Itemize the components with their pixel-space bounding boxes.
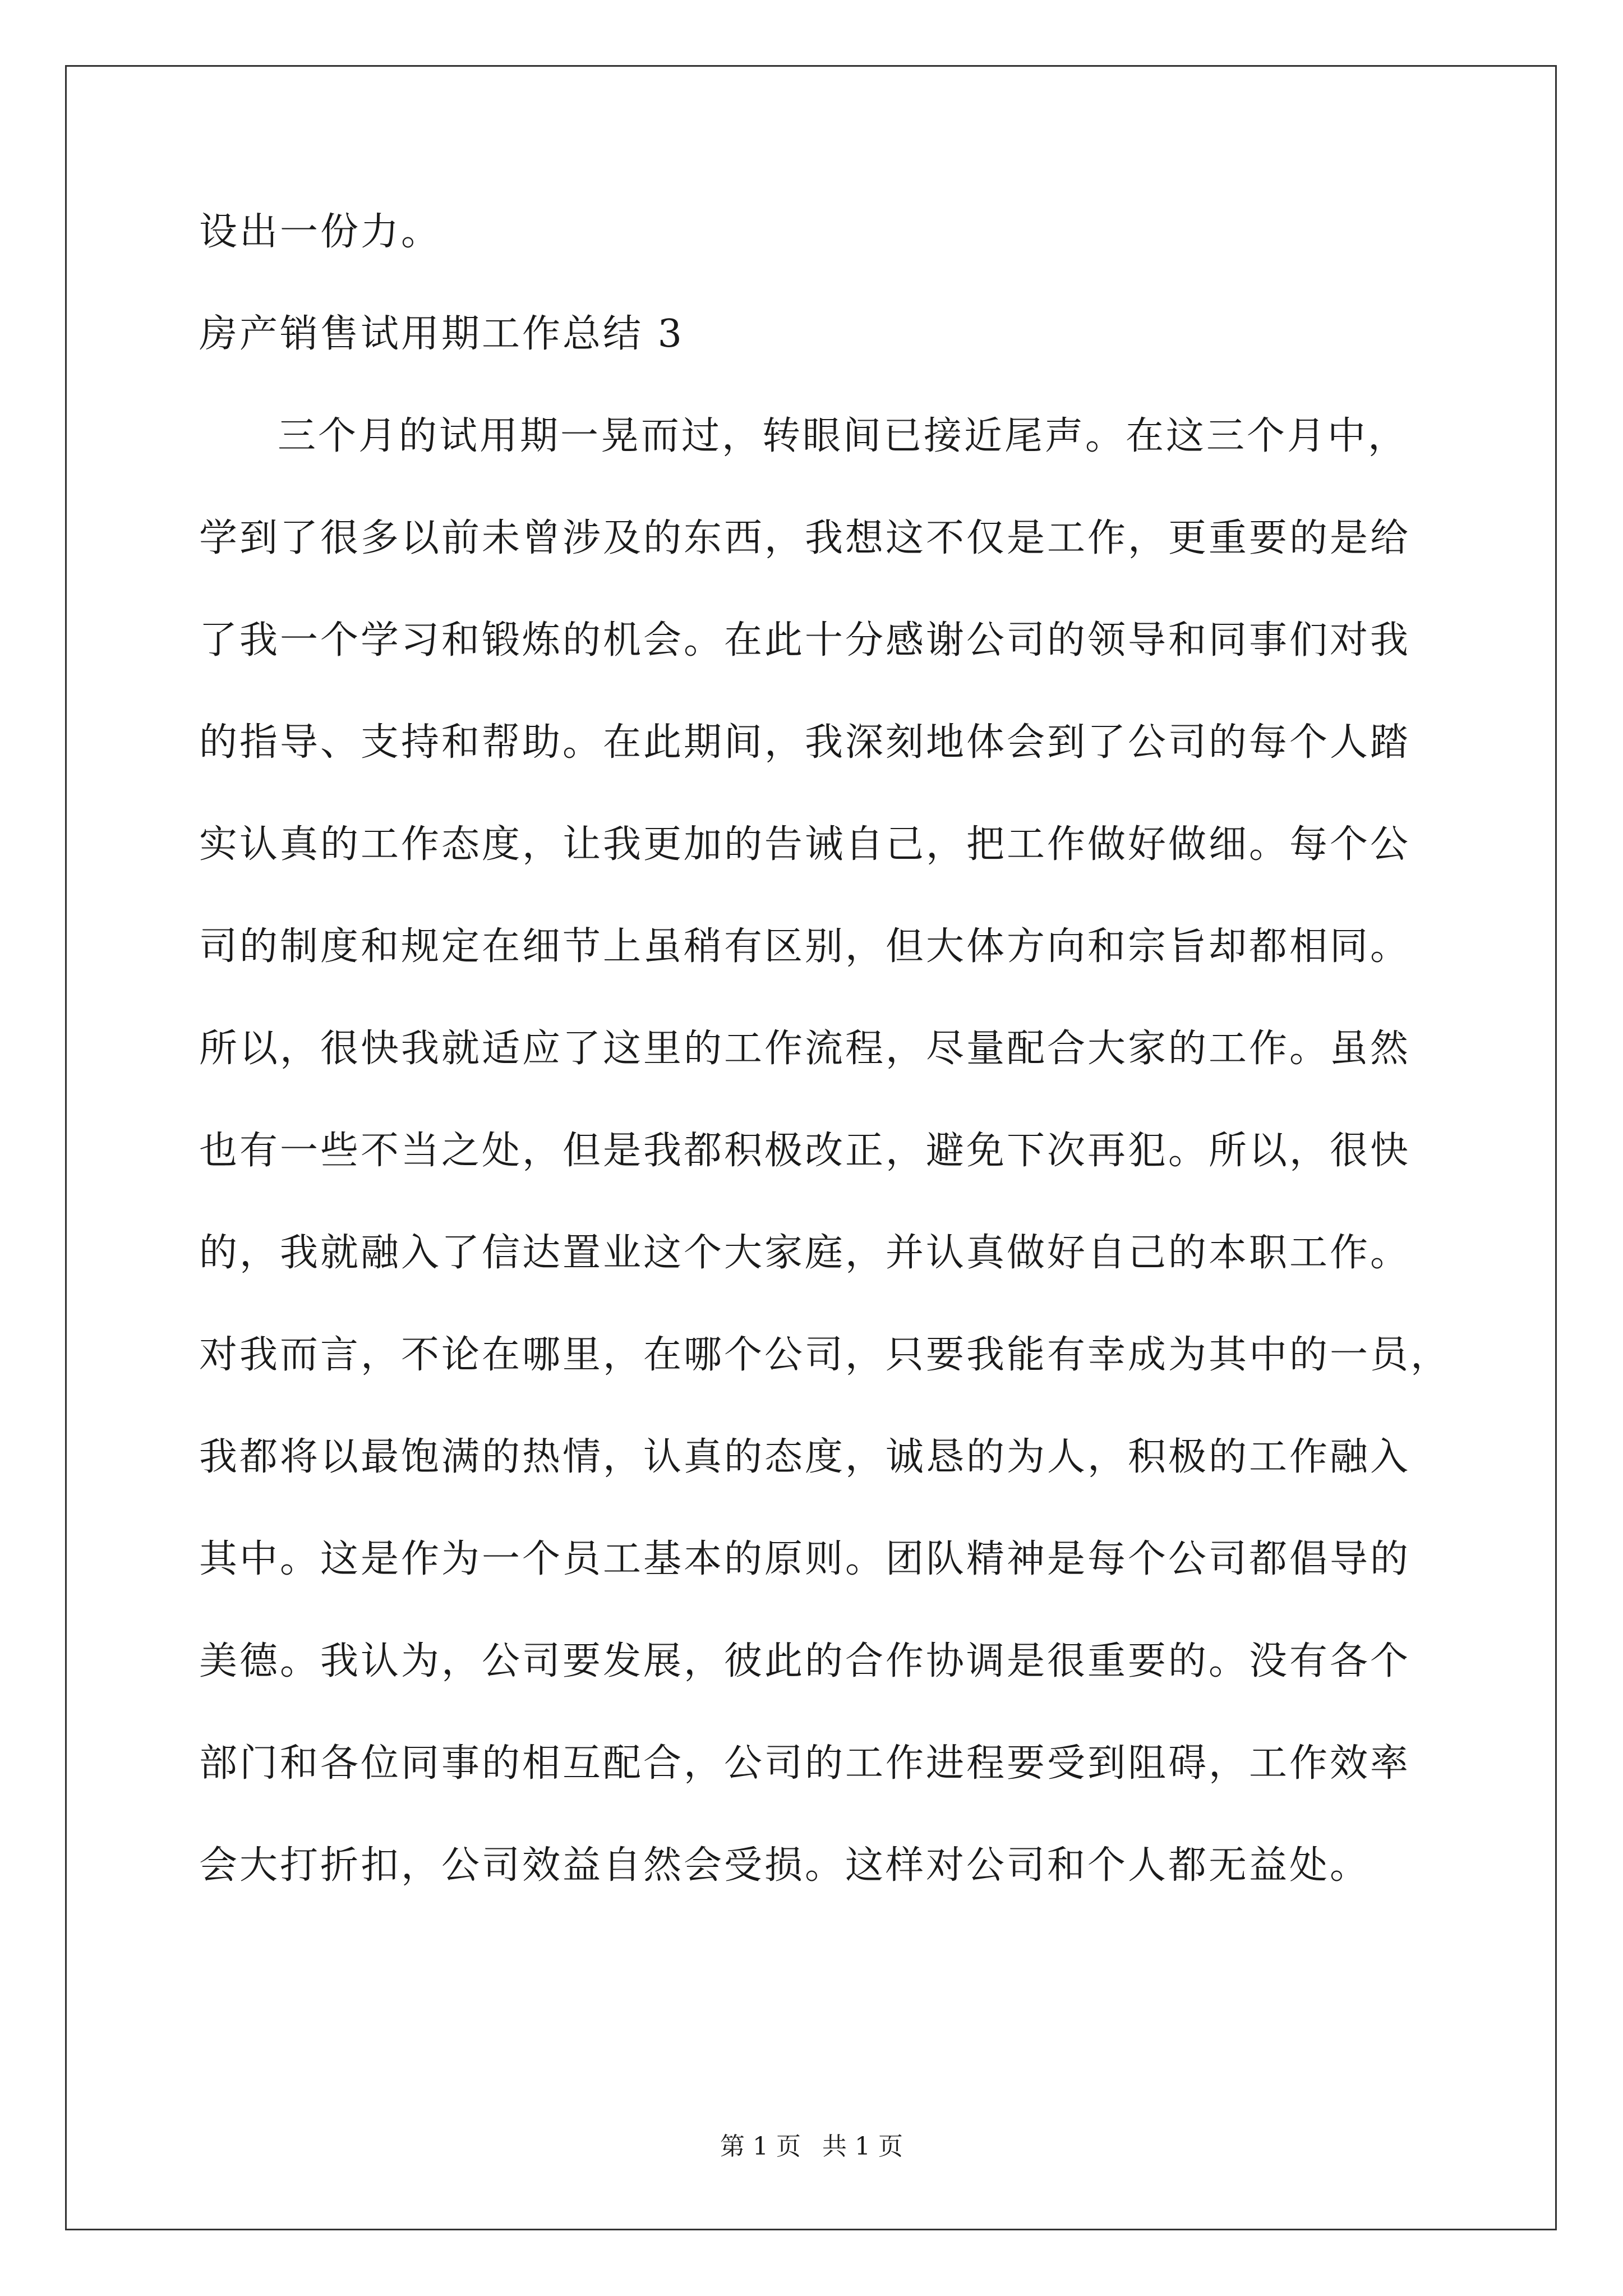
paragraph-line: 部门和各位同事的相互配合，公司的工作进程要受到阻碍，工作效率 [199, 1741, 1411, 1786]
paragraph-line: 的，我就融入了信达置业这个大家庭，并认真做好自己的本职工作。 [199, 1231, 1411, 1275]
paragraph-line: 会大打折扣，公司效益自然会受损。这样对公司和个人都无益处。 [199, 1843, 1371, 1888]
document-body [199, 210, 1461, 1888]
page-footer [0, 2134, 1623, 2159]
section-heading: 房产销售试用期工作总结 3 [199, 312, 684, 356]
paragraph-line: 了我一个学习和锻炼的机会。在此十分感谢公司的领导和同事们对我 [199, 618, 1411, 662]
page-number-current: 第 1 页 [720, 2132, 801, 2161]
paragraph-line: 所以，很快我就适应了这里的工作流程，尽量配合大家的工作。虽然 [199, 1027, 1411, 1071]
paragraph-line: 学到了很多以前未曾涉及的东西，我想这不仅是工作，更重要的是给 [199, 516, 1411, 560]
paragraph-line: 美德。我认为，公司要发展，彼此的合作协调是很重要的。没有各个 [199, 1639, 1411, 1683]
paragraph-line: 实认真的工作态度，让我更加的告诫自己，把工作做好做细。每个公 [199, 822, 1411, 867]
paragraph-line: 其中。这是作为一个员工基本的原则。团队精神是每个公司都倡导的 [199, 1537, 1411, 1581]
paragraph-line: 我都将以最饱满的热情，认真的态度，诚恳的为人，积极的工作融入 [199, 1435, 1411, 1479]
paragraph-line: 也有一些不当之处，但是我都积极改正，避免下次再犯。所以，很快 [199, 1129, 1411, 1173]
paragraph-line: 对我而言，不论在哪里，在哪个公司，只要我能有幸成为其中的一员， [199, 1333, 1451, 1377]
paragraph-line: 设出一份力。 [199, 210, 442, 254]
paragraph-line: 司的制度和规定在细节上虽稍有区别，但大体方向和宗旨却都相同。 [199, 924, 1411, 969]
paragraph-line: 的指导、支持和帮助。在此期间，我深刻地体会到了公司的每个人踏 [199, 720, 1411, 765]
paragraph-line: 三个月的试用期一晃而过，转眼间已接近尾声。在这三个月中， [278, 414, 1409, 458]
page-number-total: 共 1 页 [822, 2132, 903, 2161]
